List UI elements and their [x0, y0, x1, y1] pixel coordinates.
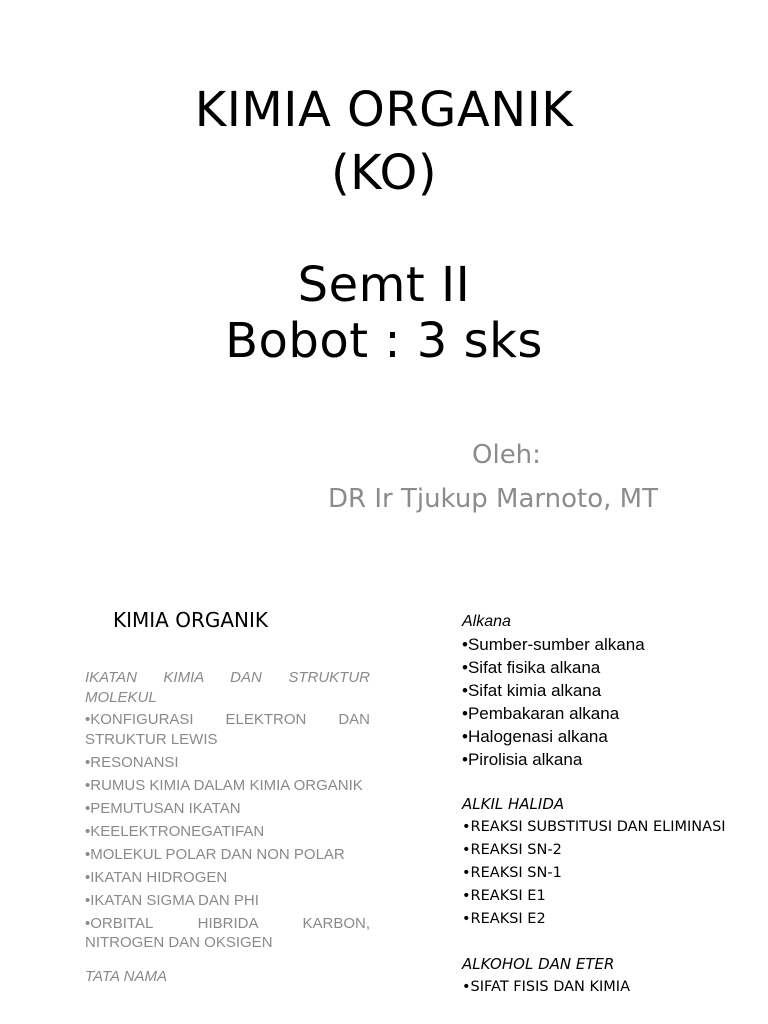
course-title: KIMIA ORGANIK	[194, 82, 574, 138]
list-item: •RESONANSI	[85, 753, 179, 771]
list-item: •Halogenasi alkana	[462, 727, 608, 746]
topic-heading-nomenclature: TATA NAMA	[85, 967, 167, 985]
list-item: •RUMUS KIMIA DALAM KIMIA ORGANIK	[85, 776, 363, 794]
topic-heading: IKATAN KIMIA DAN STRUKTUR MOLEKUL	[85, 669, 370, 706]
list-item: •REAKSI E1	[462, 888, 546, 904]
list-item: •KEELEKTRONEGATIFAN	[85, 822, 265, 840]
alkil-halida-heading: ALKIL HALIDA	[462, 795, 565, 813]
list-item: •IKATAN HIDROGEN	[85, 868, 228, 886]
left-topic-column	[85, 668, 370, 986]
syllabus-slide	[0, 580, 768, 1024]
syllabus-title: KIMIA ORGANIK	[113, 608, 268, 632]
list-item: •REAKSI SN-1	[462, 865, 562, 881]
list-item: •Sumber-sumber alkana	[462, 635, 645, 654]
course-code: (KO)	[330, 145, 438, 201]
list-item: •ORBITAL HIBRIDA KARBON, NITROGEN DAN OKSIGEN	[85, 914, 370, 951]
list-item: •SIFAT FISIS DAN KIMIA	[462, 979, 630, 995]
right-topic-column	[462, 610, 762, 999]
alkana-heading: Alkana	[462, 613, 511, 630]
list-item: •IKATAN SIGMA DAN PHI	[85, 891, 259, 909]
list-item: •Pembakaran alkana	[462, 704, 620, 723]
semester-label: Semt II	[297, 257, 471, 313]
alkohol-eter-heading: ALKOHOL DAN ETER	[462, 955, 615, 973]
list-item: •PEMUTUSAN IKATAN	[85, 799, 241, 817]
author-by-label: Oleh:	[472, 440, 541, 470]
list-item: •Sifat kimia alkana	[462, 681, 602, 700]
list-item: •Pirolisia alkana	[462, 750, 583, 769]
list-item: •Sifat fisika alkana	[462, 658, 601, 677]
list-item: •MOLEKUL POLAR DAN NON POLAR	[85, 845, 345, 863]
list-item: •KONFIGURASI ELEKTRON DAN STRUKTUR LEWIS	[85, 711, 370, 748]
list-item: •REAKSI E2	[462, 911, 546, 927]
list-item: •REAKSI SUBSTITUSI DAN ELIMINASI	[462, 819, 726, 835]
author-name: DR Ir Tjukup Marnoto, MT	[328, 484, 658, 514]
list-item: •REAKSI SN-2	[462, 842, 562, 858]
credit-weight-label: Bobot : 3 sks	[225, 313, 543, 369]
